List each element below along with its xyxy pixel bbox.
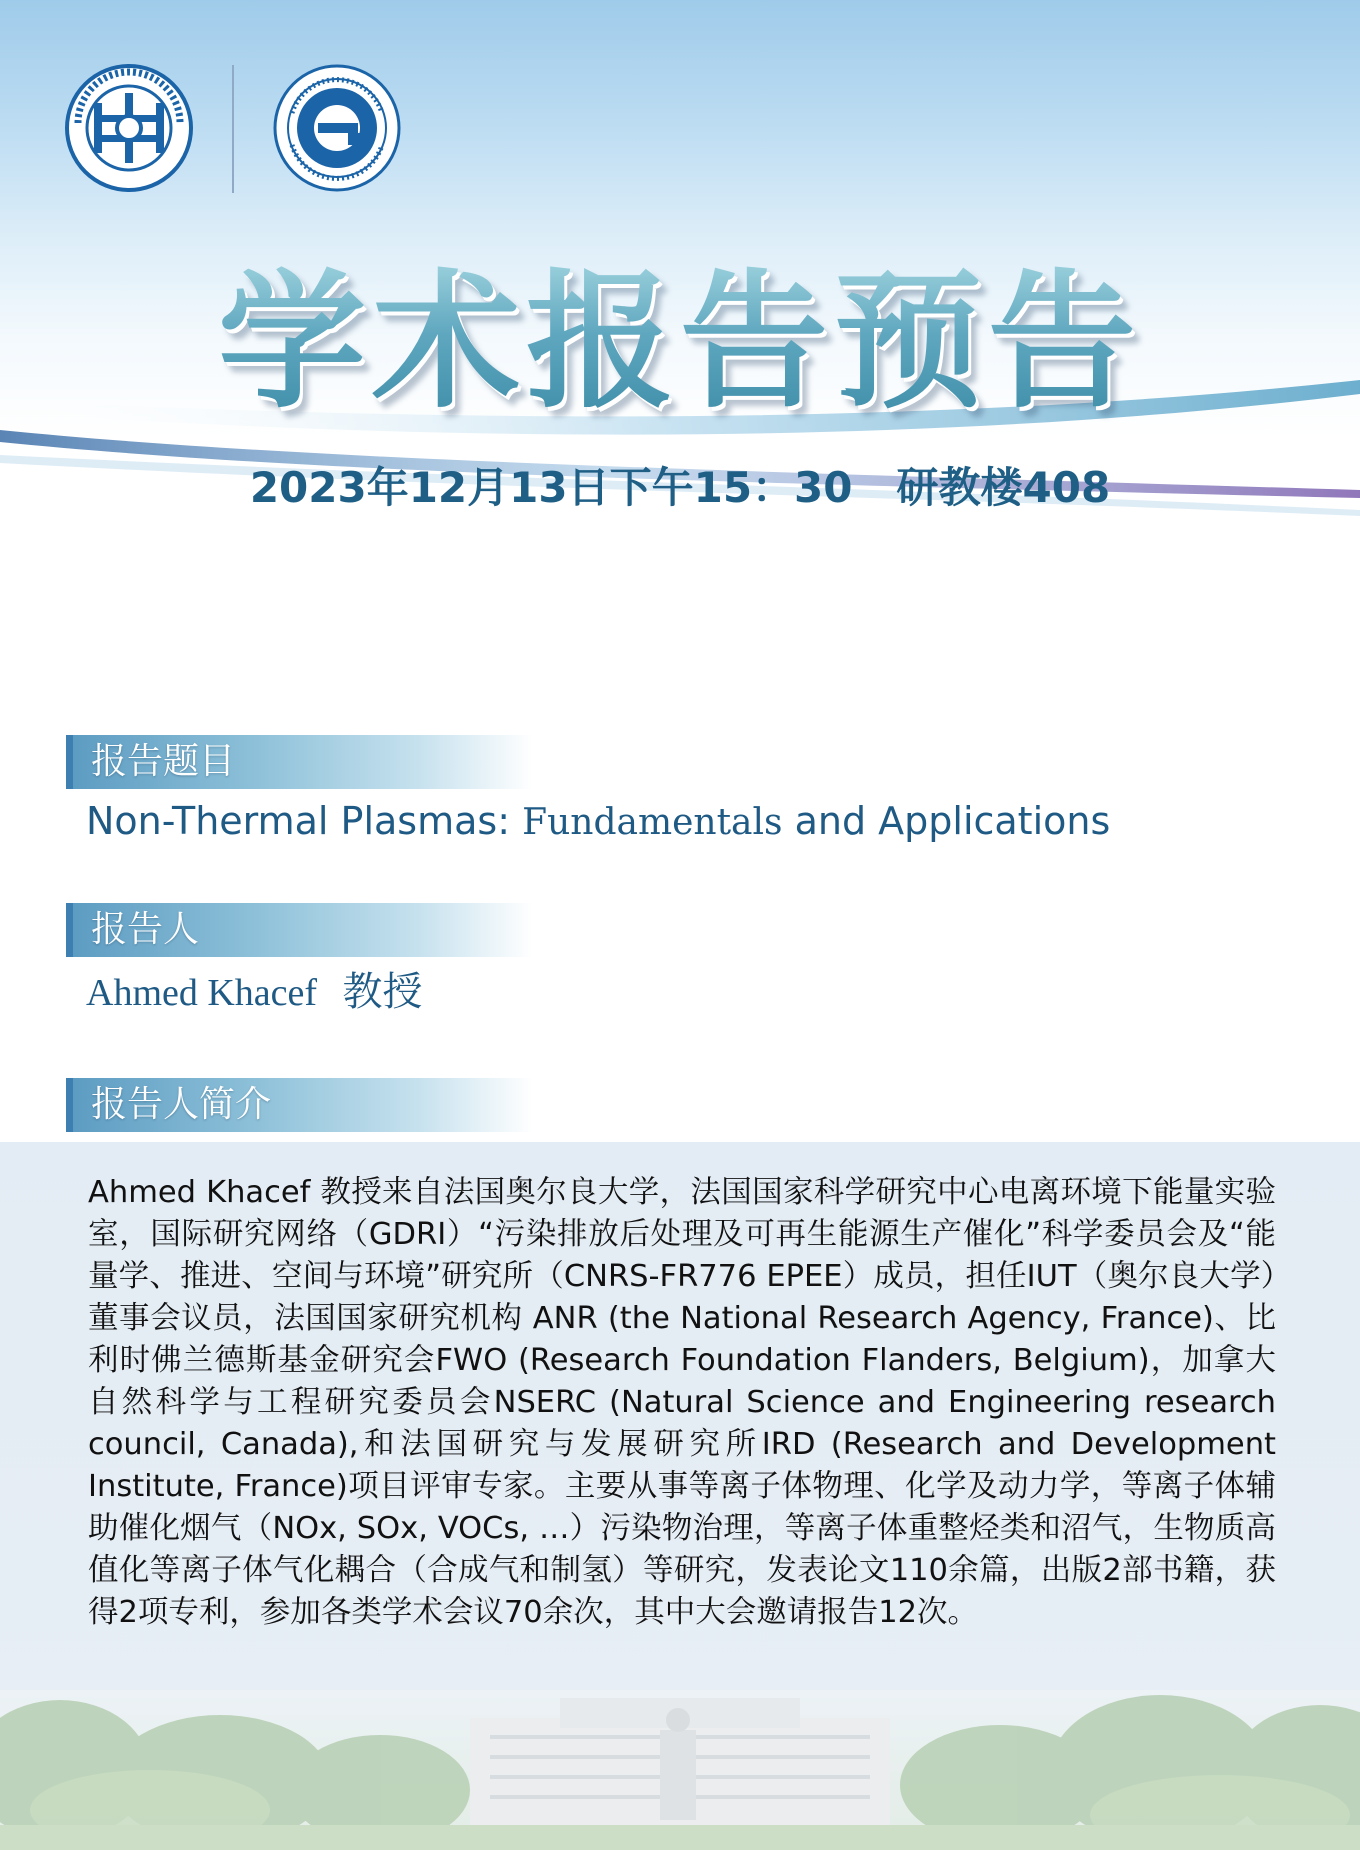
speaker-title: 教授 xyxy=(342,969,423,1015)
bio-text: Ahmed Khacef 教授来自法国奥尔良大学，法国国家科学研究中心电离环境下能量实验室，国际研究网络（GDRI）“污染排放后处理及可再生能源生产催化”科学委员会及“能量学、推进、空间与环境”研究所（CNRS-FR776 EPEE）成员，担任IUT（奥尔良大学）董事会议员，法国国家研究机构 ANR (the National Research Agency, France)、比利时佛兰德斯基金研究会FWO (Research Foundation Flanders, Belgium)，加拿大自然科学与工程研究委员会NSERC (Natural Science and Engineering research council, Canada),和法国研究与发展研究所IRD (Research and Development Institute, France)项目评审专家。主要从事等离子体物理、化学及动力学，等离子体辅助催化烟气（NOx, SOx, VOCs, …）污染物治理，等离子体重整烃类和沼气，生物质高值化等离子体气化耦合（合成气和制氢）等研究，发表论文110余篇，出版2部书籍，获得2项专利，参加各类学术会议70余次，其中大会邀请报告12次。 xyxy=(88,1175,1276,1630)
speaker-section-header xyxy=(66,903,533,957)
topic-section-header xyxy=(66,735,533,789)
talk-title xyxy=(86,795,1286,849)
bio-section-header xyxy=(66,1078,533,1132)
talk-title-part3: and Applications xyxy=(782,799,1111,843)
school-seal-icon xyxy=(272,63,402,193)
speaker-name: Ahmed Khacef xyxy=(86,972,318,1014)
university-seal-icon xyxy=(64,63,194,193)
location: 研教楼408 xyxy=(896,463,1111,512)
talk-title-part2: Fundamentals xyxy=(522,802,783,843)
date-location-line xyxy=(0,455,1360,515)
talk-title-part1: Non-Thermal Plasmas: xyxy=(86,799,523,843)
campus-scene xyxy=(0,1690,1360,1850)
bio-section-label: 报告人简介 xyxy=(91,1084,272,1125)
logo-divider xyxy=(232,65,234,193)
poster-title: 学术报告预告 xyxy=(0,262,1360,422)
topic-section-label: 报告题目 xyxy=(91,741,236,782)
speaker-section-label: 报告人 xyxy=(91,909,200,950)
speaker-line xyxy=(86,965,886,1020)
date-time: 2023年12月13日下午15：30 xyxy=(249,463,853,512)
